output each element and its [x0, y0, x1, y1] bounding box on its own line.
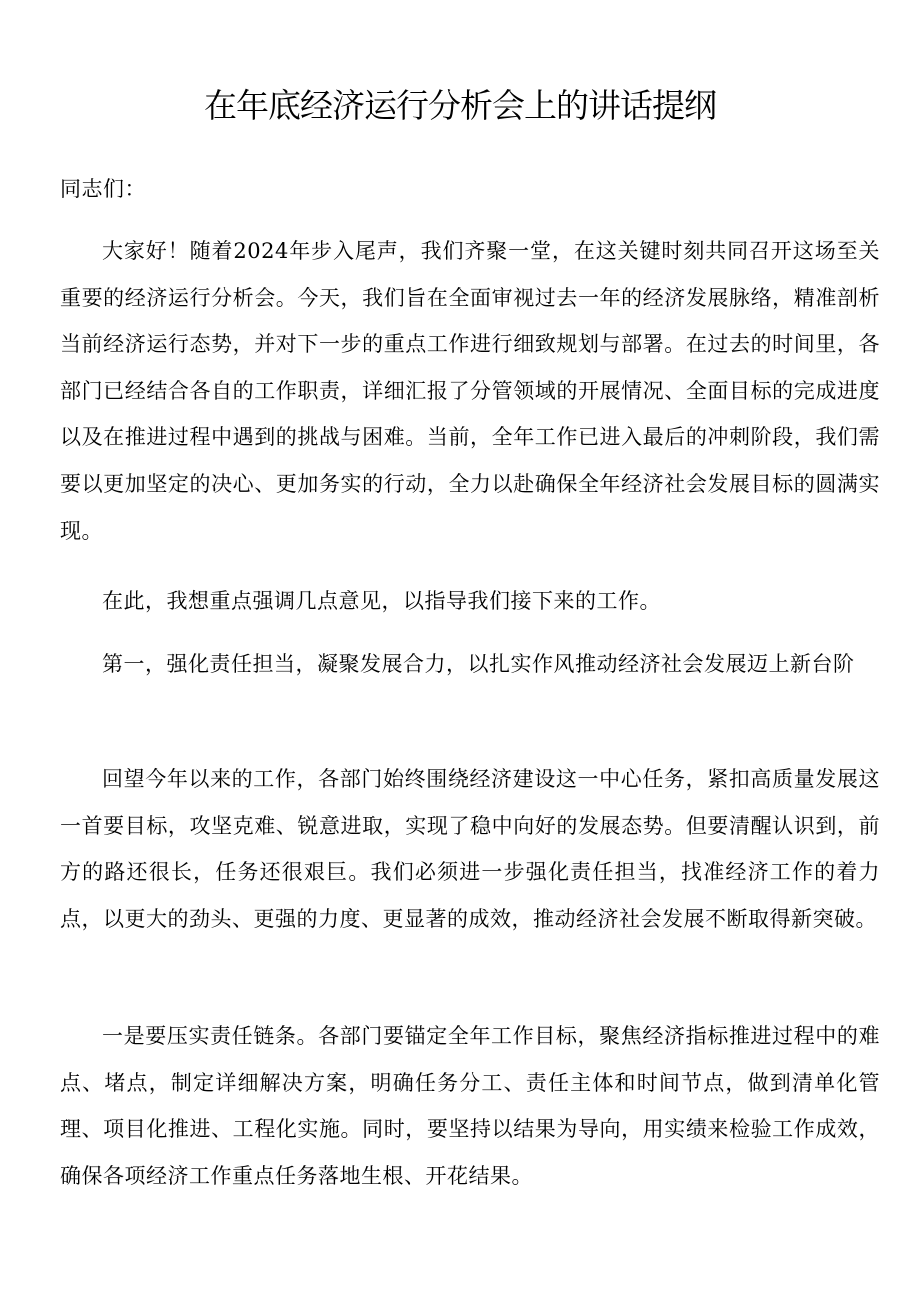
document-title: 在年底经济运行分析会上的讲话提纲 [204, 86, 716, 125]
section-heading-first: 第一，强化责任担当，凝聚发展合力，以扎实作风推动经济社会发展迈上新台阶 [102, 652, 855, 676]
salutation: 同志们： [60, 177, 146, 201]
paragraph-opening: 大家好！随着2024年步入尾声，我们齐聚一堂，在这关键时刻共同召开这场至关重要的经济运行分析会。今天，我们旨在全面审视过去一年的经济发展脉络，精准剖析当前经济运行态势，并对下一步的重点工作进行细致规划与部署。在过去的时间里，各部门已经结合各自的工作职责，详细汇报了分管领域的开展情况、全面目标的完成进度以及在推进过程中遇到的挑战与困难。当前，全年工作已进入最后的冲刺阶段，我们需要以更加坚定的决心、更加务实的行动，全力以赴确保全年经济社会发展目标的圆满实现。 [60, 239, 880, 543]
paragraph-review: 回望今年以来的工作，各部门始终围绕经济建设这一中心任务，紧扣高质量发展这一首要目标，攻坚克难、锐意进取，实现了稳中向好的发展态势。但要清醒认识到，前方的路还很长，任务还很艰巨。我们必须进一步强化责任担当，找准经济工作的着力点，以更大的劲头、更强的力度、更显著的成效，推动经济社会发展不断取得新突破。 [60, 767, 880, 931]
paragraph-responsibility-chain: 一是要压实责任链条。各部门要锚定全年工作目标，聚焦经济指标推进过程中的难点、堵点，制定详细解决方案，明确任务分工、责任主体和时间节点，做到清单化管理、项目化推进、工程化实施。同时，要坚持以结果为导向，用实绩来检验工作成效，确保各项经济工作重点任务落地生根、开花结果。 [60, 1024, 880, 1188]
paragraph-emphasis: 在此，我想重点强调几点意见，以指导我们接下来的工作。 [102, 589, 661, 613]
